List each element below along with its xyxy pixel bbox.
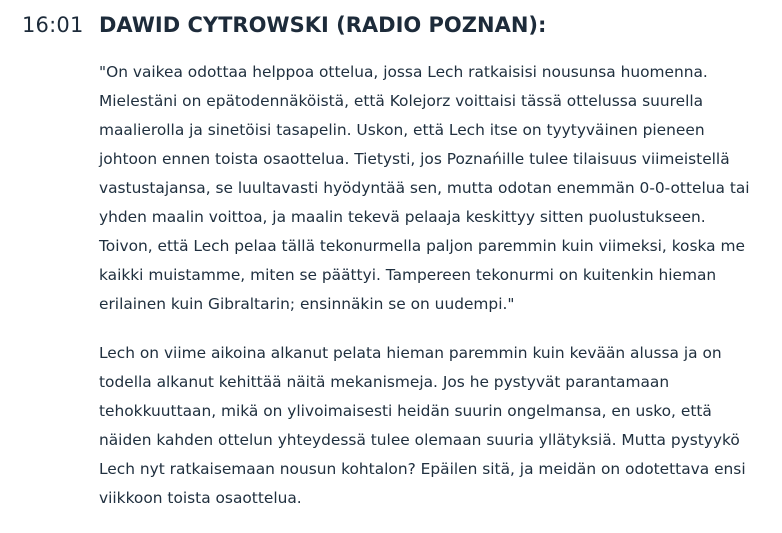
entry-content (99, 58, 781, 533)
paragraph-line: vastustajansa, se luultavasti hyödyntää sen, mutta odotan enemmän 0-0-ottelua tai (99, 179, 750, 197)
paragraph-line: Mielestäni on epätodennäköistä, että Kolejorz voittaisi tässä ottelussa suurella (99, 92, 704, 110)
paragraph-line: yhden maalin voittoa, ja maalin tekevä pelaaja keskittyy sitten puolustukseen. (99, 208, 706, 226)
paragraph-line: Lech on viime aikoina alkanut pelata hieman paremmin kuin kevään alussa ja on (99, 344, 722, 362)
paragraph-line: Lech nyt ratkaisemaan nousun kohtalon? Epäilen sitä, ja meidän on odotettava ensi (99, 460, 746, 478)
paragraph-line: johtoon ennen toista osaottelua. Tietysti, jos Poznańille tulee tilaisuus viimeistellä (99, 150, 730, 168)
paragraph-line: todella alkanut kehittää näitä mekanismeja. Jos he pystyvät parantamaan (99, 373, 670, 391)
paragraph-line: näiden kahden ottelun yhteydessä tulee olemaan suuria yllätyksiä. Mutta pystyykö (99, 431, 740, 449)
entry-author-heading: DAWID CYTROWSKI (RADIO POZNAN): (99, 13, 547, 37)
paragraph-line: kaikki muistamme, miten se päättyi. Tampereen tekonurmi on kuitenkin hieman (99, 266, 717, 284)
paragraph-line: maalierolla ja sinetöisi tasapelin. Uskon, että Lech itse on tyytyväinen pieneen (99, 121, 705, 139)
paragraph-line: erilainen kuin Gibraltarin; ensinnäkin se on uudempi." (99, 295, 515, 313)
paragraph-line: Toivon, että Lech pelaa tällä tekonurmella paljon paremmin kuin viimeksi, koska me (99, 237, 745, 255)
entry-timestamp: 16:01 (22, 13, 84, 37)
paragraph-line: tehokkuuttaan, mikä on ylivoimaisesti heidän suurin ongelmansa, en usko, että (99, 402, 712, 420)
commentary-paragraph (99, 339, 781, 513)
paragraph-line: "On vaikea odottaa helppoa ottelua, jossa Lech ratkaisisi nousunsa huomenna. (99, 63, 708, 81)
paragraph-line: viikkoon toista osaottelua. (99, 489, 302, 507)
quote-paragraph (99, 58, 781, 319)
